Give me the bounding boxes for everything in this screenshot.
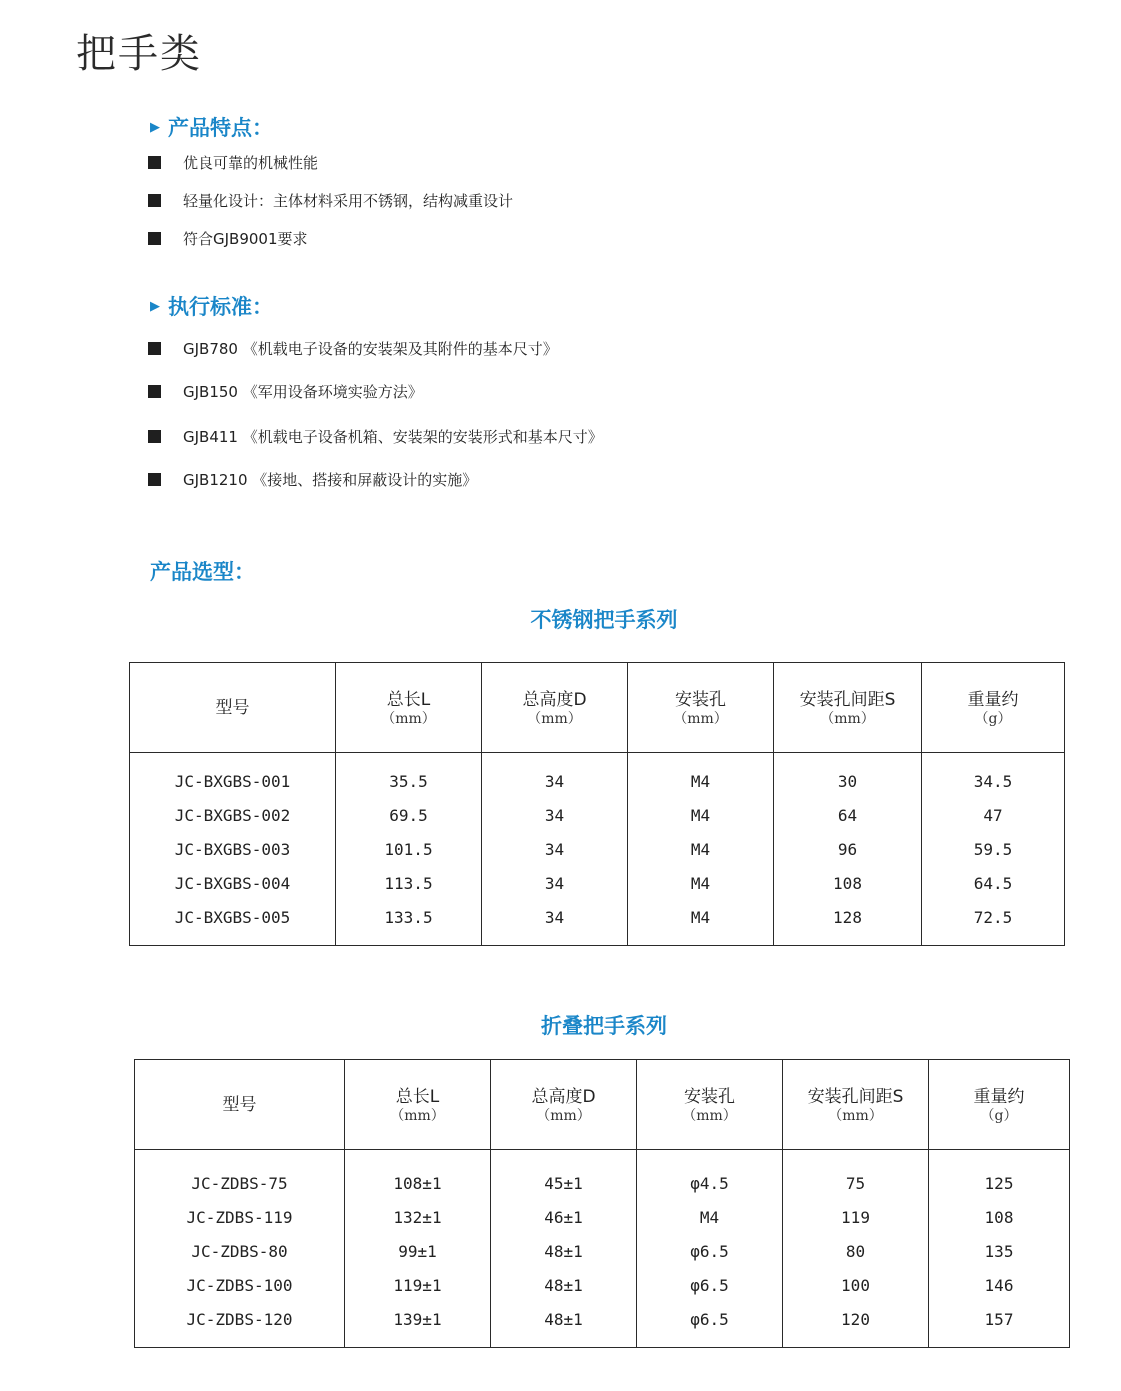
list-item-text: GJB150 《军用设备环境实验方法》 xyxy=(183,383,423,401)
table-cell: 120 xyxy=(841,1310,870,1329)
table-header-row xyxy=(135,1060,1070,1150)
table-cell: 45±1 xyxy=(544,1174,583,1193)
cell-height-column xyxy=(491,1150,637,1348)
list-item xyxy=(148,338,558,359)
table-cell: JC-BXGBS-002 xyxy=(174,806,291,825)
features-heading-text: 产品特点： xyxy=(168,116,273,140)
table-cell: M4 xyxy=(690,806,711,825)
features-heading xyxy=(150,112,273,142)
col-model: 型号 xyxy=(130,663,336,753)
list-item xyxy=(148,469,477,490)
cell-model-column xyxy=(135,1150,345,1348)
table-cell: 34 xyxy=(544,908,565,927)
table-cell: 48±1 xyxy=(544,1276,583,1295)
cell-weight-column xyxy=(929,1150,1070,1348)
table-cell: 35.5 xyxy=(389,772,428,791)
square-bullet-icon xyxy=(148,156,161,169)
table-cell: 72.5 xyxy=(973,908,1013,927)
col-spacing: 安装孔间距S （mm） xyxy=(774,663,922,753)
table-cell: M4 xyxy=(690,908,711,927)
square-bullet-icon xyxy=(148,430,161,443)
table-cell: φ4.5 xyxy=(690,1174,729,1193)
col-model: 型号 xyxy=(135,1060,345,1150)
table-cell: 34 xyxy=(544,874,565,893)
page-title: 把手类 xyxy=(76,31,202,77)
table-cell: JC-ZDBS-119 xyxy=(186,1208,293,1227)
table-cell: 157 xyxy=(984,1310,1014,1329)
col-height: 总高度D （mm） xyxy=(482,663,628,753)
table-cell: JC-BXGBS-001 xyxy=(174,772,291,791)
list-item xyxy=(148,426,603,447)
cell-length-column xyxy=(345,1150,491,1348)
list-item-text: 符合GJB9001要求 xyxy=(183,230,308,248)
table-cell: 101.5 xyxy=(384,840,433,859)
table-cell: 100 xyxy=(841,1276,870,1295)
table-cell: 30 xyxy=(837,772,858,791)
table2-title: 折叠把手系列 xyxy=(541,1014,667,1038)
table-cell: 75 xyxy=(845,1174,866,1193)
table-cell: 48±1 xyxy=(544,1310,583,1329)
col-length: 总长L （mm） xyxy=(345,1060,491,1150)
col-weight: 重量约 （g） xyxy=(922,663,1065,753)
table-body xyxy=(135,1150,1070,1348)
table-cell: JC-BXGBS-005 xyxy=(174,908,291,927)
table-header-row xyxy=(130,663,1065,753)
table-cell: 64.5 xyxy=(973,874,1013,893)
list-item xyxy=(148,152,318,173)
selection-heading: 产品选型： xyxy=(150,560,255,584)
list-item xyxy=(148,381,423,402)
table-cell: 139±1 xyxy=(393,1310,442,1329)
table-cell: 34 xyxy=(544,772,565,791)
col-length: 总长L （mm） xyxy=(336,663,482,753)
table-cell: JC-ZDBS-100 xyxy=(186,1276,293,1295)
standards-heading-text: 执行标准： xyxy=(168,295,273,319)
table-cell: JC-ZDBS-80 xyxy=(191,1242,288,1261)
square-bullet-icon xyxy=(148,473,161,486)
table1-title: 不锈钢把手系列 xyxy=(530,608,678,632)
cell-spacing-column xyxy=(783,1150,929,1348)
table-cell: 108 xyxy=(984,1208,1014,1227)
table-cell: 119 xyxy=(841,1208,870,1227)
table-cell: JC-ZDBS-120 xyxy=(186,1310,293,1329)
table-cell: 80 xyxy=(845,1242,866,1261)
table-cell: 135 xyxy=(984,1242,1014,1261)
square-bullet-icon xyxy=(148,342,161,355)
cell-hole-column xyxy=(637,1150,783,1348)
table-cell: 125 xyxy=(984,1174,1014,1193)
triangle-bullet-icon: ▶ xyxy=(150,119,160,135)
cell-weight-column xyxy=(922,753,1065,946)
table-cell: 69.5 xyxy=(389,806,428,825)
col-spacing: 安装孔间距S （mm） xyxy=(783,1060,929,1150)
table-cell: 46±1 xyxy=(544,1208,583,1227)
list-item-text: 轻量化设计：主体材料采用不锈钢，结构减重设计 xyxy=(183,192,514,210)
list-item-text: GJB1210 《接地、搭接和屏蔽设计的实施》 xyxy=(183,471,478,489)
table-cell: 64 xyxy=(837,806,858,825)
col-weight: 重量约 （g） xyxy=(929,1060,1070,1150)
cell-hole-column xyxy=(628,753,774,946)
cell-spacing-column xyxy=(774,753,922,946)
table-cell: φ6.5 xyxy=(690,1310,729,1329)
table-cell: 108 xyxy=(833,874,862,893)
square-bullet-icon xyxy=(148,385,161,398)
cell-height-column xyxy=(482,753,628,946)
table-cell: M4 xyxy=(690,874,711,893)
table-cell: 113.5 xyxy=(384,874,433,893)
table-cell: 99±1 xyxy=(398,1242,437,1261)
table-cell: 128 xyxy=(833,908,862,927)
standards-heading xyxy=(150,291,273,321)
table-cell: 108±1 xyxy=(393,1174,442,1193)
table-cell: φ6.5 xyxy=(690,1242,729,1261)
table-cell: M4 xyxy=(690,772,711,791)
col-hole: 安装孔 （mm） xyxy=(628,663,774,753)
table-cell: M4 xyxy=(699,1208,720,1227)
table-cell: 47 xyxy=(983,806,1003,825)
list-item xyxy=(148,190,513,211)
table-cell: JC-BXGBS-004 xyxy=(174,874,291,893)
table-cell: 132±1 xyxy=(393,1208,442,1227)
square-bullet-icon xyxy=(148,194,161,207)
col-hole: 安装孔 （mm） xyxy=(637,1060,783,1150)
table-cell: 34.5 xyxy=(973,772,1013,791)
list-item-text: GJB780 《机载电子设备的安装架及其附件的基本尺寸》 xyxy=(183,340,558,358)
triangle-bullet-icon: ▶ xyxy=(150,298,160,314)
table-cell: 59.5 xyxy=(973,840,1013,859)
table-cell: 48±1 xyxy=(544,1242,583,1261)
stainless-handle-table xyxy=(129,662,1065,946)
list-item-text: 优良可靠的机械性能 xyxy=(183,154,319,172)
cell-length-column xyxy=(336,753,482,946)
list-item xyxy=(148,228,308,249)
table-cell: 96 xyxy=(837,840,858,859)
list-item-text: GJB411 《机载电子设备机箱、安装架的安装形式和基本尺寸》 xyxy=(183,428,603,446)
table-body xyxy=(130,753,1065,946)
table-cell: φ6.5 xyxy=(690,1276,729,1295)
folding-handle-table xyxy=(134,1059,1070,1348)
table-cell: 34 xyxy=(544,840,565,859)
col-height: 总高度D （mm） xyxy=(491,1060,637,1150)
cell-model-column xyxy=(130,753,336,946)
table-cell: 146 xyxy=(984,1276,1014,1295)
table-cell: 34 xyxy=(544,806,565,825)
table-cell: 133.5 xyxy=(384,908,433,927)
table-cell: JC-ZDBS-75 xyxy=(191,1174,288,1193)
table-cell: JC-BXGBS-003 xyxy=(174,840,291,859)
table-cell: 119±1 xyxy=(393,1276,442,1295)
table-cell: M4 xyxy=(690,840,711,859)
square-bullet-icon xyxy=(148,232,161,245)
